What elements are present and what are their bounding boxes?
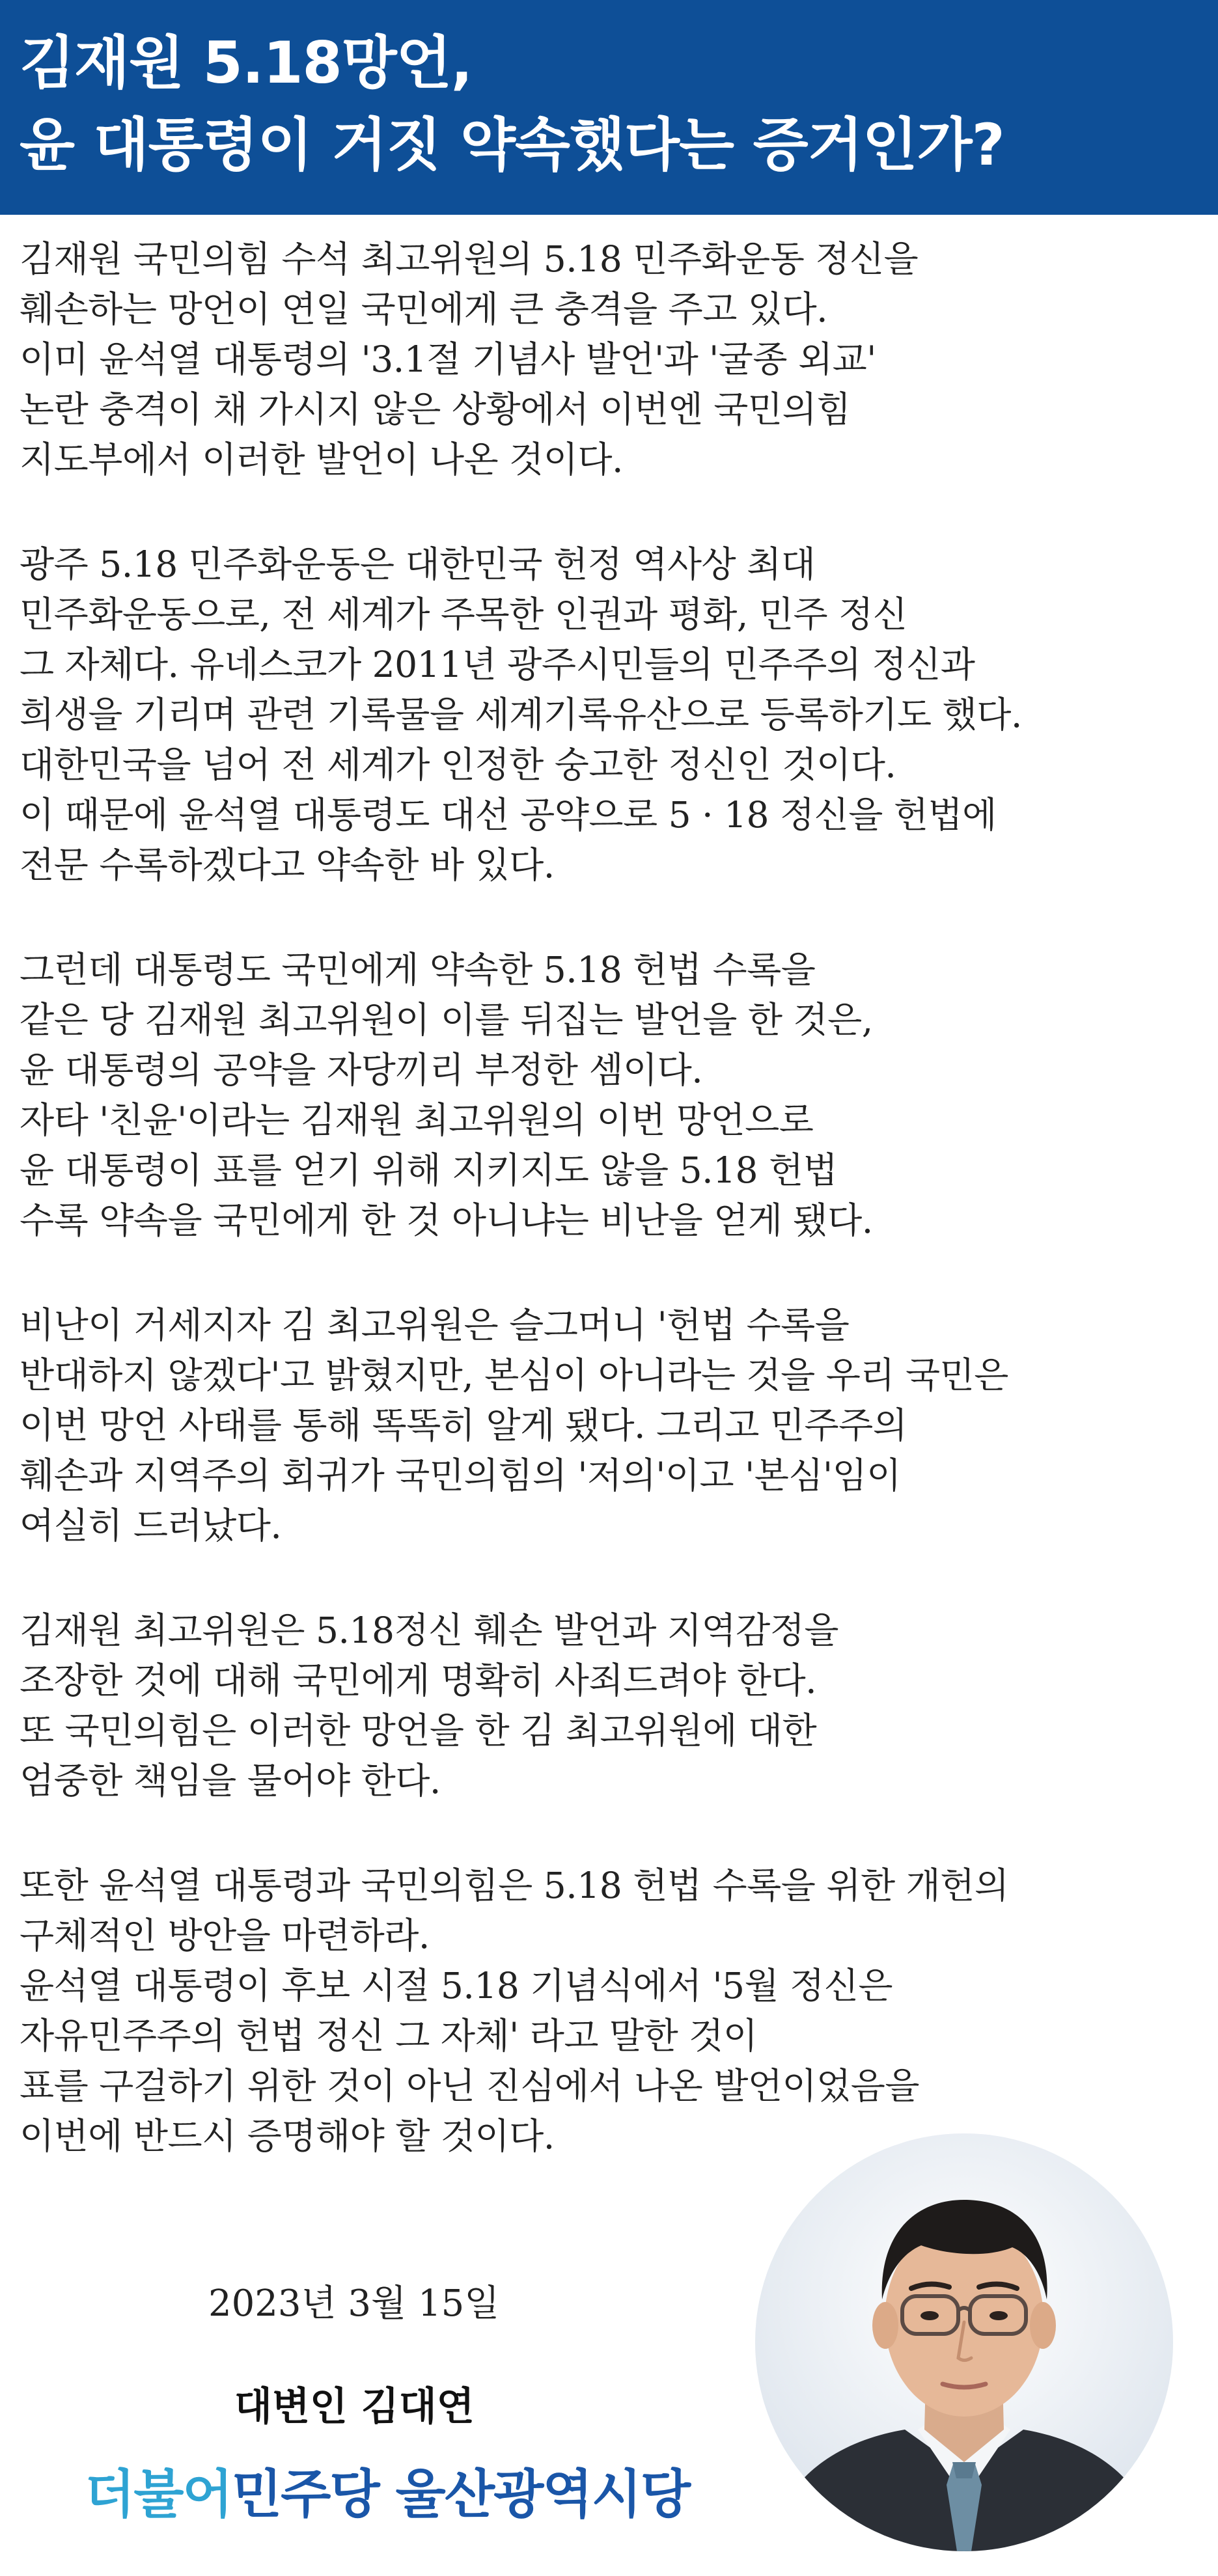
paragraph-line: 훼손과 지역주의 회귀가 국민의힘의 '저의'이고 '본심'임이 xyxy=(20,1455,901,1496)
statement-date: 2023년 3월 15일 xyxy=(208,2282,500,2325)
paragraph-line: 같은 당 김재원 최고위원이 이를 뒤집는 발언을 한 것은, xyxy=(20,999,873,1041)
party-logo-text xyxy=(85,2463,689,2526)
party-name-part-1: 더불어 xyxy=(85,2464,232,2525)
paragraph-line: 자유민주주의 헌법 정신 그 자체' 라고 말한 것이 xyxy=(20,2015,758,2057)
paragraph-line: 이 때문에 윤석열 대통령도 대선 공약으로 5 · 18 정신을 헌법에 xyxy=(20,794,997,836)
paragraph-line: 광주 5.18 민주화운동은 대한민국 헌정 역사상 최대 xyxy=(20,543,816,585)
paragraph-line: 윤 대통령이 표를 얻기 위해 지키지도 않을 5.18 헌법 xyxy=(20,1149,838,1191)
paragraph-line: 이미 윤석열 대통령의 '3.1절 기념사 발언'과 '굴종 외교' xyxy=(20,338,876,380)
paragraph-4 xyxy=(20,1300,1211,1551)
paragraph-line: 김재원 최고위원은 5.18정신 훼손 발언과 지역감정을 xyxy=(20,1610,838,1651)
paragraph-line: 또한 윤석열 대통령과 국민의힘은 5.18 헌법 수록을 위한 개헌의 xyxy=(20,1865,1009,1906)
paragraph-line: 수록 약속을 국민에게 한 것 아니냐는 비난을 얻게 됐다. xyxy=(20,1199,873,1241)
paragraph-line: 윤 대통령의 공약을 자당끼리 부정한 셈이다. xyxy=(20,1049,703,1091)
paragraph-line: 논란 충격이 채 가시지 않은 상황에서 이번엔 국민의힘 xyxy=(20,389,851,430)
paragraph-line: 비난이 거세지자 김 최고위원은 슬그머니 '헌법 수록을 xyxy=(20,1304,850,1346)
header-banner xyxy=(0,0,1218,215)
paragraph-line: 이번 망언 사태를 통해 똑똑히 알게 됐다. 그리고 민주주의 xyxy=(20,1404,907,1446)
paragraph-1 xyxy=(20,234,1211,485)
paragraph-line: 지도부에서 이러한 발언이 나온 것이다. xyxy=(20,439,623,480)
paragraph-line: 엄중한 책임을 물어야 한다. xyxy=(20,1760,441,1802)
paragraph-line: 희생을 기리며 관련 기록물을 세계기록유산으로 등록하기도 했다. xyxy=(20,694,1022,735)
paragraph-2 xyxy=(20,540,1211,890)
paragraph-line: 조장한 것에 대해 국민에게 명확히 사죄드려야 한다. xyxy=(20,1660,817,1701)
paragraph-line: 윤석열 대통령이 후보 시절 5.18 기념식에서 '5월 정신은 xyxy=(20,1965,893,2007)
paragraph-line: 대한민국을 넘어 전 세계가 인정한 숭고한 정신인 것이다. xyxy=(20,744,896,786)
paragraph-line: 여실히 드러났다. xyxy=(20,1505,282,1546)
statement-body xyxy=(20,234,1211,2216)
paragraph-line: 구체적인 방안을 마련하라. xyxy=(20,1915,430,1956)
paragraph-line: 훼손하는 망언이 연일 국민에게 큰 충격을 주고 있다. xyxy=(20,288,828,330)
paragraph-3 xyxy=(20,945,1211,1246)
paragraph-line: 또 국민의힘은 이러한 망언을 한 김 최고위원에 대한 xyxy=(20,1710,817,1751)
spokesperson-name: 대변인 김대연 xyxy=(234,2384,475,2430)
paragraph-line: 반대하지 않겠다'고 밝혔지만, 본심이 아니라는 것을 우리 국민은 xyxy=(20,1354,1008,1396)
spokesperson-portrait xyxy=(755,2133,1173,2551)
headline-line-1: 김재원 5.18망언, xyxy=(20,29,473,96)
headline-line-2: 윤 대통령이 거짓 약속했다는 증거인가? xyxy=(20,111,1004,178)
paragraph-line: 그 자체다. 유네스코가 2011년 광주시민들의 민주주의 정신과 xyxy=(20,644,975,685)
paragraph-line: 표를 구걸하기 위한 것이 아닌 진심에서 나온 발언이었음을 xyxy=(20,2065,920,2107)
portrait-illustration xyxy=(755,2133,1173,2551)
paragraph-line: 전문 수록하겠다고 약속한 바 있다. xyxy=(20,844,555,886)
paragraph-line: 이번에 반드시 증명해야 할 것이다. xyxy=(20,2115,555,2157)
paragraph-6 xyxy=(20,1861,1211,2161)
paragraph-line: 그런데 대통령도 국민에게 약속한 5.18 헌법 수록을 xyxy=(20,949,816,991)
party-name-part-2: 민주당 울산광역시당 xyxy=(231,2464,690,2525)
paragraph-line: 자타 '친윤'이라는 김재원 최고위원의 이번 망언으로 xyxy=(20,1099,814,1141)
paragraph-line: 민주화운동으로, 전 세계가 주목한 인권과 평화, 민주 정신 xyxy=(20,594,907,635)
paragraph-5 xyxy=(20,1606,1211,1806)
paragraph-line: 김재원 국민의힘 수석 최고위원의 5.18 민주화운동 정신을 xyxy=(20,238,919,280)
